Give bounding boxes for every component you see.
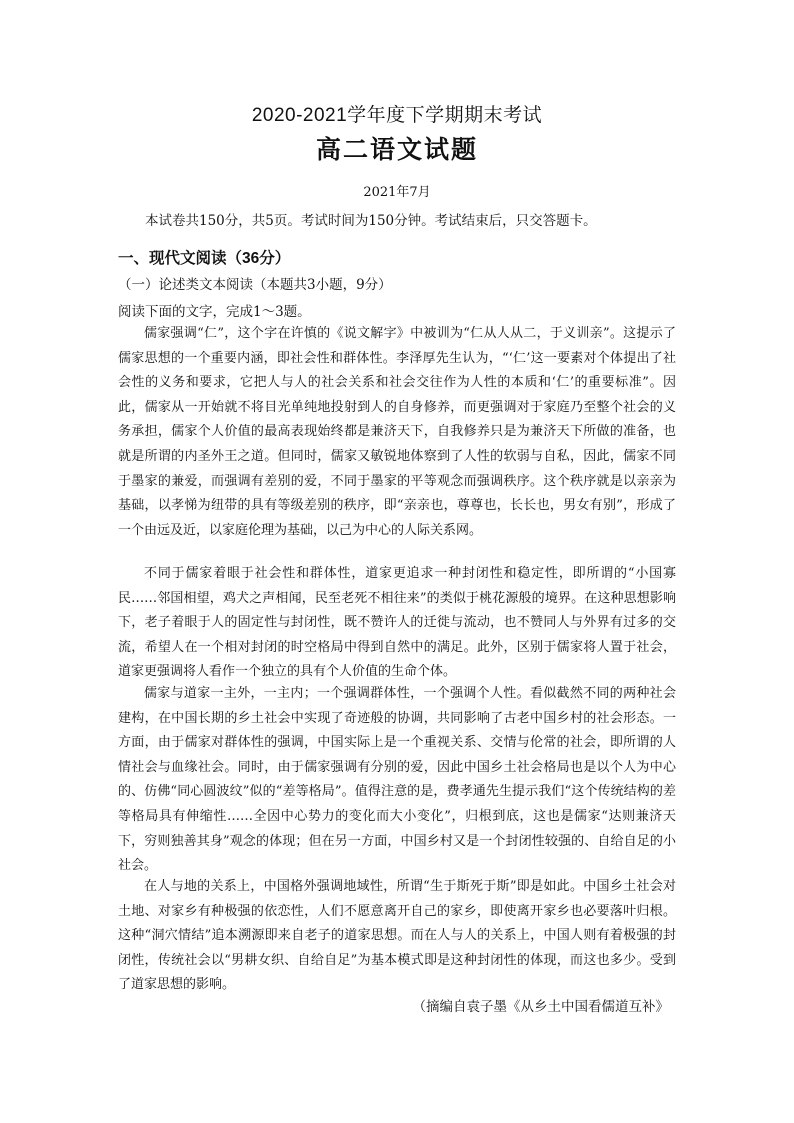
section-title: 一、现代文阅读（36分） (118, 250, 291, 267)
paragraph-text: 儒家与道家一主外，一主内；一个强调群体性，一个强调个人性。看似截然不同的两种社会建构，在中国长期的乡土社会中实现了奇迹般的协调，共同影响了古老中国乡村的社会形态。一方面，由于儒家对群体性的强调，中国实际上是一个重视关系、交情与伦常的社会，即所谓的人情社会与血缘社会。同时，由于儒家强调有分别的爱，因此中国乡土社会格局也是以个人为中心的、仿佛“同心圆波纹”似的“差等格局”。值得注意的是，费孝通先生提示我们“这个传统结构的差等格局具有伸缩性……全因中心势力的变化而大小变化”，归根到底，这也是儒家“达则兼济天下，穷则独善其身”观念的体现；但在另一方面，中国乡村又是一个封闭性较强的、自给自足的小社会。 (118, 686, 676, 874)
exam-title: 2020-2021学年度下学期期末考试 (251, 105, 543, 126)
passage-paragraph-3 (118, 682, 676, 879)
reading-instruction: 阅读下面的文字，完成1～3题。 (118, 304, 311, 320)
passage-paragraph-2 (118, 562, 676, 685)
paragraph-text: 儒家强调“仁”，这个字在许慎的《说文解字》中被训为“仁从人从二，于义训亲”。这提示了儒家思想的一个重要内涵，即社会性和群体性。李泽厚先生认为，“‘仁’这一要素对个体提出了社会性的义务和要求，它把人与人的社会关系和社会交往作为人性的本质和‘仁’的重要标准”。因此，儒家从一开始就不将目光单纯地投射到人的自身修养，而更强调对于家庭乃至整个社会的义务承担，儒家个人价值的最高表现始终都是兼济天下，自我修养只是为兼济天下所做的准备，也就是所谓的内圣外王之道。但同时，儒家又敏锐地体察到了人性的软弱与自私，因此，儒家不同于墨家的兼爱，而强调有差别的爱，不同于墨家的平等观念而强调秩序。这个秩序就是以亲亲为基础，以孝悌为纽带的具有等级差别的秩序，即“亲亲也，尊尊也，长长也，男女有别”，形成了一个由远及近，以家庭伦理为基础，以己为中心的人际关系网。 (118, 326, 676, 538)
passage-paragraph-4 (118, 875, 676, 998)
paragraph-text: 在人与地的关系上，中国格外强调地域性，所谓“生于斯死于斯”即是如此。中国乡土社会对土地、对家乡有种极强的依恋性，人们不愿意离开自己的家乡，即使离开家乡也必要落叶归根。这种“洞穴情结”追本溯源即来自老子的道家思想。而在人与人的关系上，中国人则有着极强的封闭性，传统社会以“男耕女织、自给自足”为基本模式即是这种封闭性的体现，而这也多少。受到了道家思想的影响。 (118, 879, 676, 993)
passage-source: （摘编自袁子墨《从乡土中国看儒道互补》 (412, 999, 669, 1015)
subsection-title: （一）论述类文本阅读（本题共3小题，9分） (118, 277, 392, 293)
subject-title: 高二语文试题 (315, 135, 478, 164)
exam-date: 2021年7月 (363, 185, 431, 200)
paragraph-text: 不同于儒家着眼于社会性和群体性，道家更追求一种封闭性和稳定性，即所谓的“小国寡民……邻国相望，鸡犬之声相闻，民至老死不相往来”的类似于桃花源般的境界。在这种思想影响下，老子着眼于人的固定性与封闭性，既不赞许人的迁徙与流动，也不赞同人与外界有过多的交流，希望人在一个相对封闭的时空格局中得到自然中的满足。此外，区别于儒家将人置于社会，道家更强调将人看作一个独立的具有个人价值的生命个体。 (118, 566, 676, 680)
exam-notice: 本试卷共150分，共5页。考试时间为150分钟。考试结束后，只交答题卡。 (145, 213, 597, 229)
passage-paragraph-1 (118, 322, 676, 543)
